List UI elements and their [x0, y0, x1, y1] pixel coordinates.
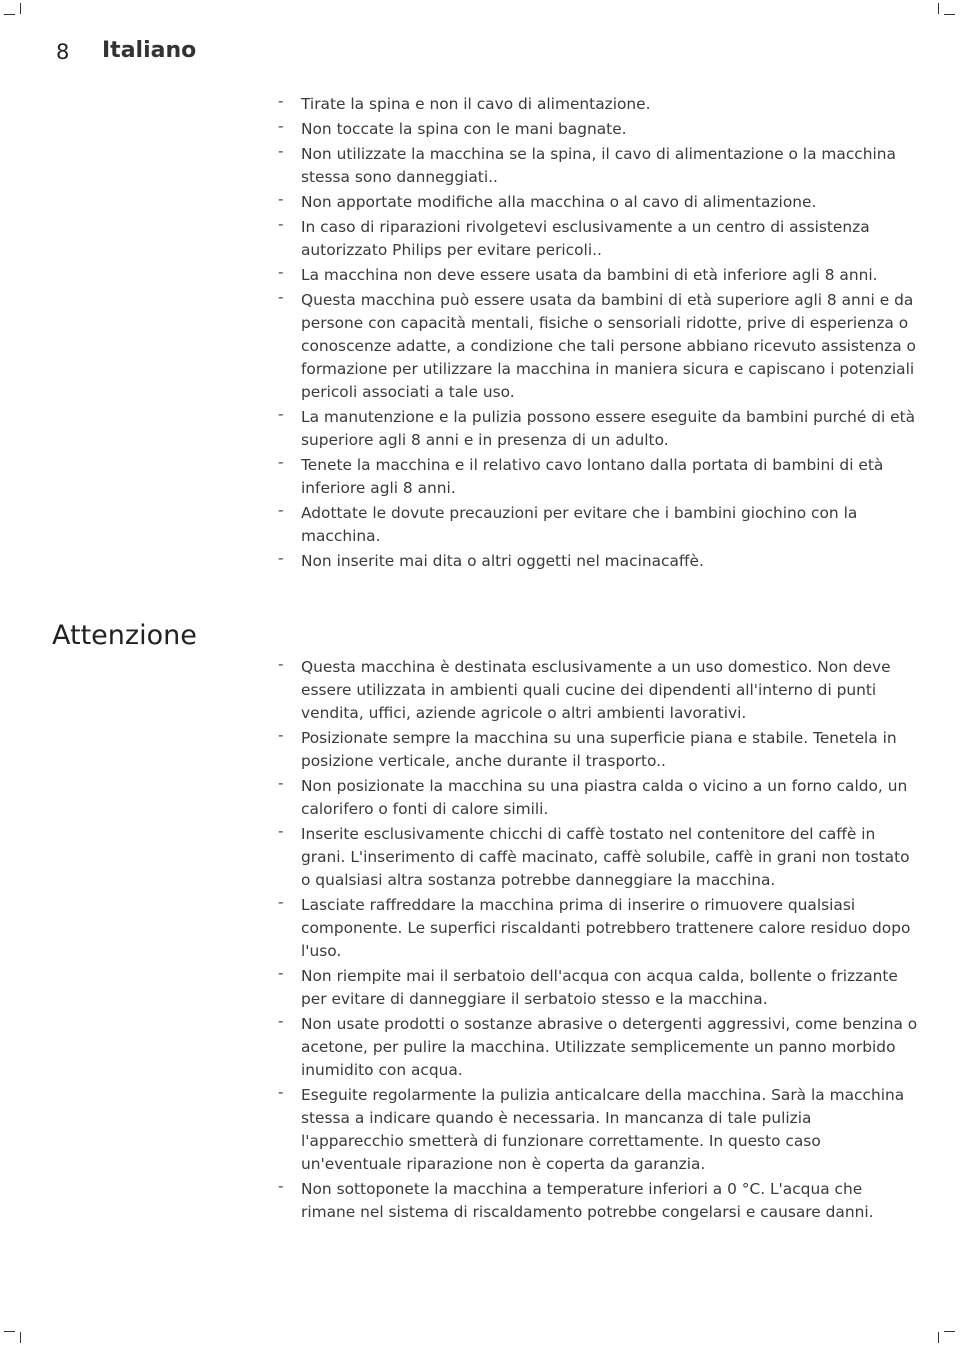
crop-mark-bottom-right-h: [944, 1331, 955, 1332]
crop-mark-top-left-v: [20, 3, 21, 14]
page-number: 8: [56, 40, 70, 64]
list-item: - Questa macchina è destinata esclusivamente a un uso domestico. Non deve essere utilizzata in ambienti quali cucine dei dipendenti all'interno di punti vendita, uffici, aziende agricole o altri ambienti lavorativi.: [278, 656, 918, 725]
list-item: - Eseguite regolarmente la pulizia anticalcare della macchina. Sarà la macchina stessa a indicare quando è necessaria. In mancanza di tale pulizia l'apparecchio smetterà di funzionare correttamente. In questo caso un'eventuale riparazione non è coperta da garanzia.: [278, 1084, 918, 1176]
crop-mark-top-right-v: [938, 3, 939, 14]
list-item: - In caso di riparazioni rivolgetevi esclusivamente a un centro di assistenza autorizzato Philips per evitare pericoli..: [278, 216, 918, 262]
list-item: - Adottate le dovute precauzioni per evitare che i bambini giochino con la macchina.: [278, 502, 918, 548]
warnings-list: [278, 93, 918, 575]
crop-mark-top-right-h: [944, 14, 955, 15]
list-item: - Non apportate modifiche alla macchina o al cavo di alimentazione.: [278, 191, 918, 214]
list-item: - Non sottoponete la macchina a temperature inferiori a 0 °C. L'acqua che rimane nel sistema di riscaldamento potrebbe congelarsi e causare danni.: [278, 1178, 918, 1224]
crop-mark-bottom-left-h: [4, 1331, 15, 1332]
list-item: - Lasciate raffreddare la macchina prima di inserire o rimuovere qualsiasi componente. Le superfici riscaldanti potrebbero trattenere calore residuo dopo l'uso.: [278, 894, 918, 963]
list-item: - Questa macchina può essere usata da bambini di età superiore agli 8 anni e da persone con capacità mentali, fisiche o sensoriali ridotte, prive di esperienza o conoscenze adatte, a condizione che tali persone abbiano ricevuto assistenza o formazione per utilizzare la macchina in maniera sicura e capiscano i potenziali pericoli associati a tale uso.: [278, 289, 918, 404]
list-item: - Non inserite mai dita o altri oggetti nel macinacaffè.: [278, 550, 918, 573]
list-item: - Non utilizzate la macchina se la spina, il cavo di alimentazione o la macchina stessa sono danneggiati..: [278, 143, 918, 189]
crop-mark-top-left-h: [4, 14, 15, 15]
caution-list: [278, 656, 918, 1226]
list-item: - La macchina non deve essere usata da bambini di età inferiore agli 8 anni.: [278, 264, 918, 287]
list-item: - La manutenzione e la pulizia possono essere eseguite da bambini purché di età superiore agli 8 anni e in presenza di un adulto.: [278, 406, 918, 452]
list-item: - Non toccate la spina con le mani bagnate.: [278, 118, 918, 141]
list-item: - Inserite esclusivamente chicchi di caffè tostato nel contenitore del caffè in grani. L'inserimento di caffè macinato, caffè solubile, caffè in grani non tostato o qualsiasi altra sostanza potrebbe danneggiare la macchina.: [278, 823, 918, 892]
list-item: - Posizionate sempre la macchina su una superficie piana e stabile. Tenetela in posizione verticale, anche durante il trasporto..: [278, 727, 918, 773]
crop-mark-bottom-left-v: [20, 1332, 21, 1343]
list-item: - Non usate prodotti o sostanze abrasive o detergenti aggressivi, come benzina o acetone, per pulire la macchina. Utilizzate semplicemente un panno morbido inumidito con acqua.: [278, 1013, 918, 1082]
crop-mark-bottom-right-v: [938, 1332, 939, 1343]
list-item: - Tirate la spina e non il cavo di alimentazione.: [278, 93, 918, 116]
list-item: - Tenete la macchina e il relativo cavo lontano dalla portata di bambini di età inferiore agli 8 anni.: [278, 454, 918, 500]
list-item: - Non posizionate la macchina su una piastra calda o vicino a un forno caldo, un calorifero o fonti di calore simili.: [278, 775, 918, 821]
language-title: Italiano: [102, 38, 197, 63]
section-heading-caution: Attenzione: [52, 620, 197, 651]
list-item: - Non riempite mai il serbatoio dell'acqua con acqua calda, bollente o frizzante per evitare di danneggiare il serbatoio stesso e la macchina.: [278, 965, 918, 1011]
